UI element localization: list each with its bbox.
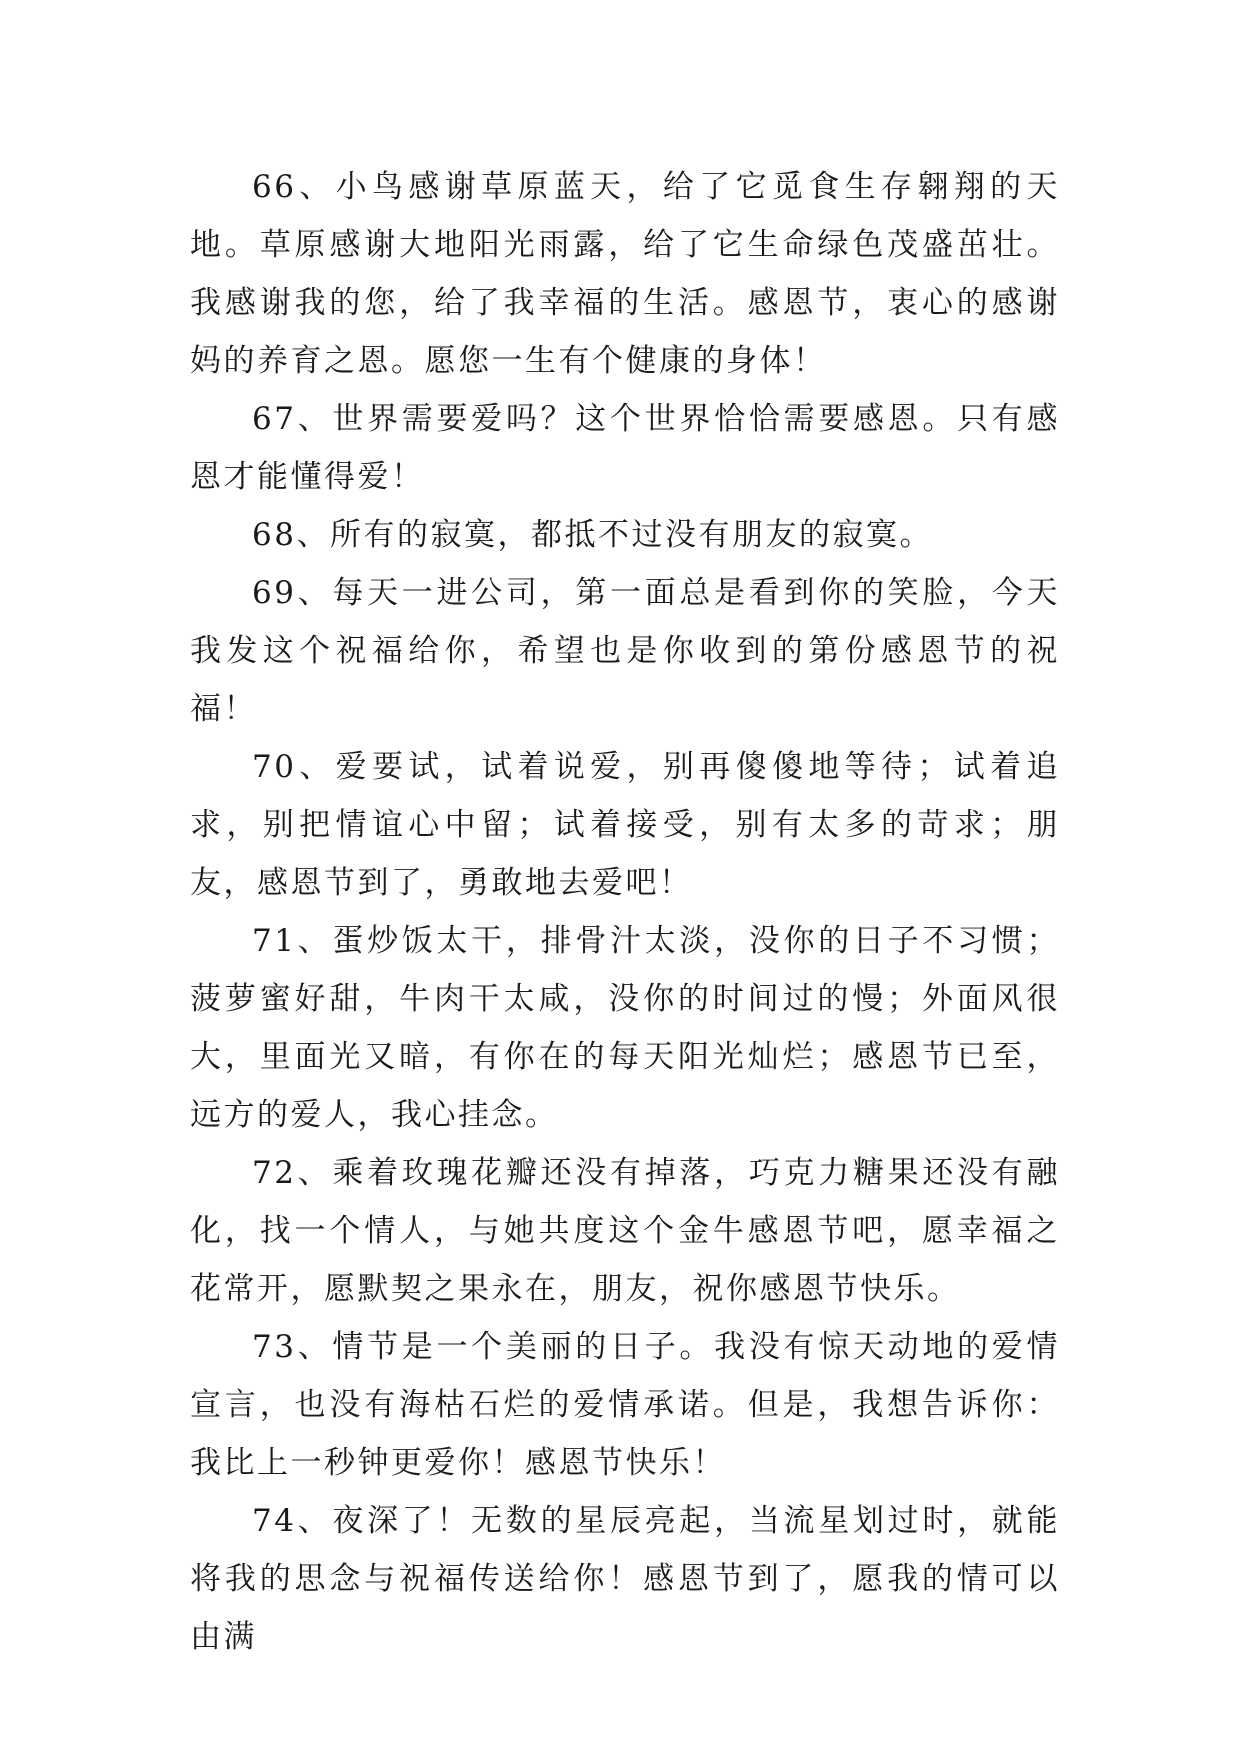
paragraph-73: 73、情节是一个美丽的日子。我没有惊天动地的爱情宣言，也没有海枯石烂的爱情承诺。但是，我想告诉你：我比上一秒钟更爱你！感恩节快乐！ xyxy=(190,1329,1060,1481)
paragraph-66: 66、小鸟感谢草原蓝天，给了它觅食生存翱翔的天地。草原感谢大地阳光雨露，给了它生命绿色茂盛茁壮。我感谢我的您，给了我幸福的生活。感恩节，衷心的感谢妈的养育之恩。愿您一生有个健康的身体！ xyxy=(190,169,1060,379)
paragraph-69: 69、每天一进公司，第一面总是看到你的笑脸，今天我发这个祝福给你，希望也是你收到的第份感恩节的祝福！ xyxy=(190,575,1060,727)
paragraph-74: 74、夜深了！无数的星辰亮起，当流星划过时，就能将我的思念与祝福传送给你！感恩节到了，愿我的情可以由满 xyxy=(190,1503,1060,1655)
paragraph-71: 71、蛋炒饭太干，排骨汁太淡，没你的日子不习惯；菠萝蜜好甜，牛肉干太咸，没你的时间过的慢；外面风很大，里面光又暗，有你在的每天阳光灿烂；感恩节已至，远方的爱人，我心挂念。 xyxy=(190,923,1060,1133)
paragraph-67: 67、世界需要爱吗？这个世界恰恰需要感恩。只有感恩才能懂得爱！ xyxy=(190,401,1060,495)
paragraph-70: 70、爱要试，试着说爱，别再傻傻地等待；试着追求，别把情谊心中留；试着接受，别有太多的苛求；朋友，感恩节到了，勇敢地去爱吧！ xyxy=(190,749,1060,901)
document-body xyxy=(190,158,1060,1666)
paragraph-72: 72、乘着玫瑰花瓣还没有掉落，巧克力糖果还没有融化，找一个情人，与她共度这个金牛感恩节吧，愿幸福之花常开，愿默契之果永在，朋友，祝你感恩节快乐。 xyxy=(190,1155,1060,1307)
paragraph-68: 68、所有的寂寞，都抵不过没有朋友的寂寞。 xyxy=(252,517,933,553)
